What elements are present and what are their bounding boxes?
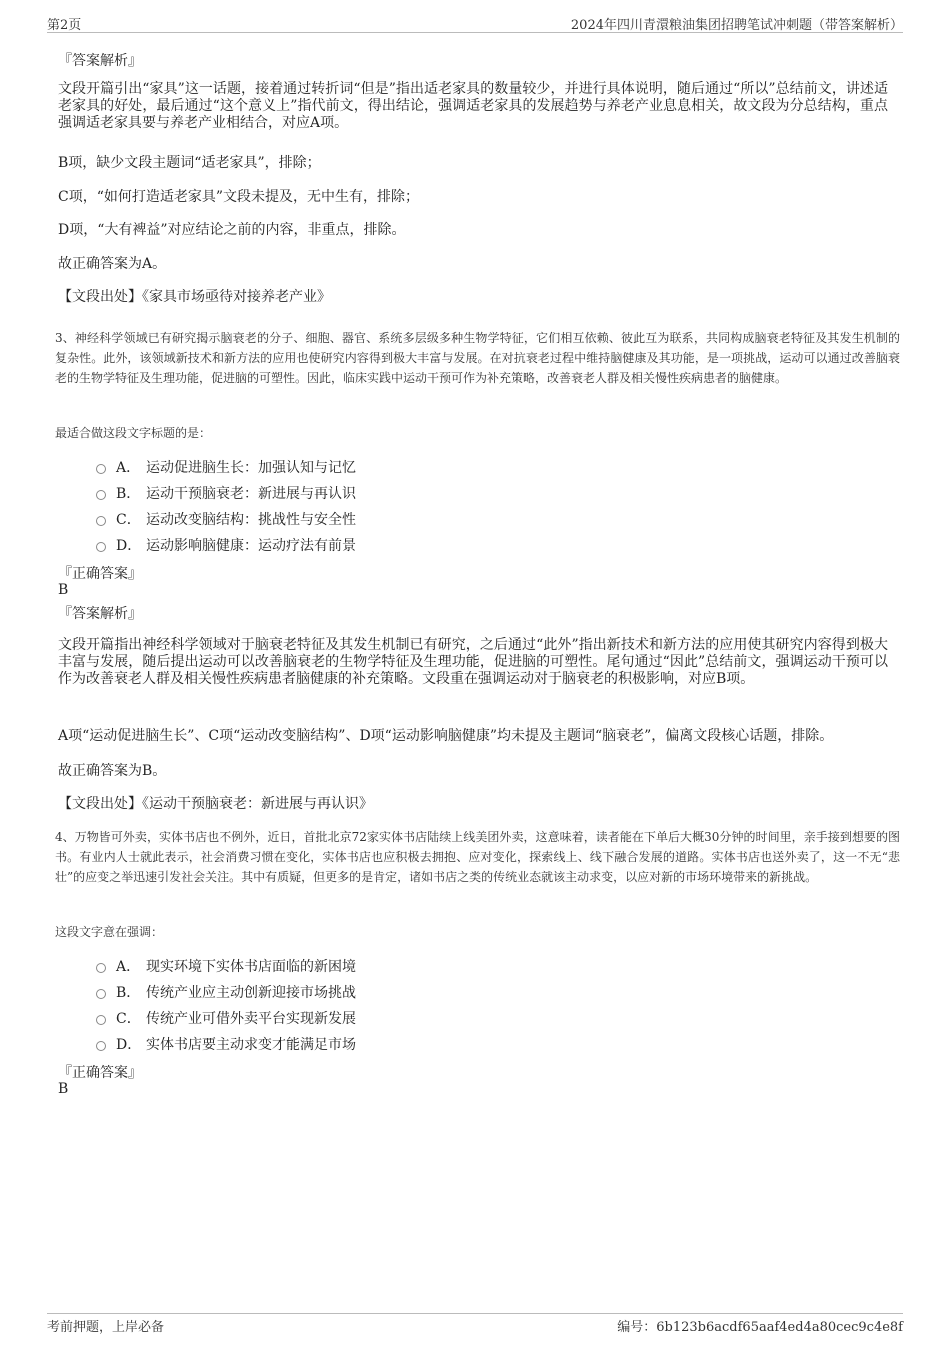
radio-icon[interactable] [96, 1015, 106, 1025]
radio-icon[interactable] [96, 989, 106, 999]
q2-option-b-note: B项，缺少文段主题词“适老家具”，排除； [58, 155, 321, 171]
q3-stem: 3、神经科学领域已有研究揭示脑衰老的分子、细胞、器官、系统多层级多种生物学特征，它们相互依赖、彼此互为联系，共同构成脑衰老特征及其发生机制的复杂性。此外，该领域新技术和新方法的应用也使研究内容得到极大丰富与发展。在对抗衰老过程中维持脑健康及其功能，是一项挑战，运动可以通过改善脑衰老的生物学特征及生理功能，促进脑的可塑性。因此，临床实践中运动干预可作为补充策略，改善衰老人群及相关慢性疾病患者的脑健康。 [55, 331, 900, 385]
page-footer [47, 1313, 903, 1334]
q2-source: 【文段出处】《家具市场亟待对接养老产业》 [58, 289, 331, 305]
document-code: 编号：6b123b6acdf65aaf4ed4a80cec9c4e8f [617, 1320, 903, 1335]
radio-icon[interactable] [96, 516, 106, 526]
page-number: 第2页 [47, 18, 82, 33]
q2-option-d-note: D项，“大有裨益”对应结论之前的内容，非重点，排除。 [58, 222, 406, 238]
q2-conclusion: 故正确答案为A。 [58, 256, 167, 272]
q4-option-b[interactable]: B． 传统产业应主动创新迎接市场挑战 [96, 979, 356, 1005]
q3-other-options-note: A项“运动促进脑生长”、C项“运动改变脑结构”、D项“运动影响脑健康”均未提及主题词“脑衰老”，偏离文段核心话题，排除。 [58, 728, 834, 744]
q4-answer: B [58, 1081, 69, 1097]
q3-prompt: 最适合做这段文字标题的是： [55, 426, 212, 440]
q3-answer: B [58, 582, 69, 598]
q3-option-a[interactable]: A． 运动促进脑生长：加强认知与记忆 [96, 454, 356, 480]
q3-option-c[interactable]: C． 运动改变脑结构：挑战性与安全性 [96, 506, 356, 532]
q2-analysis-label: 『答案解析』 [58, 53, 142, 69]
radio-icon[interactable] [96, 464, 106, 474]
footer-slogan: 考前押题，上岸必备 [47, 1320, 165, 1335]
q3-source: 【文段出处】《运动干预脑衰老：新进展与再认识》 [58, 796, 373, 812]
q4-stem: 4、万物皆可外卖，实体书店也不例外，近日，首批北京72家实体书店陆续上线美团外卖，这意味着，读者能在下单后大概30分钟的时间里，亲手接到想要的图书。有业内人士就此表示，社会消费习惯在变化，实体书店也应积极去拥抱、应对变化，探索线上、线下融合发展的道路。实体书店也送外卖了，这一不无“悲壮”的应变之举迅速引发社会关注。其中有质疑，但更多的是肯定，诸如书店之类的传统业态就该主动求变，以应对新的市场环境带来的新挑战。 [55, 830, 900, 884]
document-title: 2024年四川青澴粮油集团招聘笔试冲刺题（带答案解析） [570, 18, 903, 33]
q4-prompt: 这段文字意在强调： [55, 925, 164, 939]
radio-icon[interactable] [96, 542, 106, 552]
q3-option-d[interactable]: D． 运动影响脑健康：运动疗法有前景 [96, 532, 356, 558]
q4-options [96, 953, 356, 1057]
page-header [47, 12, 903, 33]
q3-option-b[interactable]: B． 运动干预脑衰老：新进展与再认识 [96, 480, 356, 506]
q4-option-d[interactable]: D． 实体书店要主动求变才能满足市场 [96, 1031, 356, 1057]
q3-analysis-label: 『答案解析』 [58, 606, 142, 622]
radio-icon[interactable] [96, 1041, 106, 1051]
q2-analysis: 文段开篇引出“家具”这一话题，接着通过转折词“但是”指出适老家具的数量较少，并进行具体说明，随后通过“所以”总结前文，讲述适老家具的好处，最后通过“这个意义上”指代前文，得出结论，强调适老家具的发展趋势与养老产业息息相关，故文段为分总结构，重点强调适老家具要与养老产业相结合，对应A项。 [58, 81, 888, 131]
q4-option-c[interactable]: C． 传统产业可借外卖平台实现新发展 [96, 1005, 356, 1031]
q3-options [96, 454, 356, 558]
radio-icon[interactable] [96, 490, 106, 500]
q3-analysis: 文段开篇指出神经科学领域对于脑衰老特征及其发生机制已有研究，之后通过“此外”指出新技术和新方法的应用使其研究内容得到极大丰富与发展，随后提出运动可以改善脑衰老的生物学特征及生理功能，促进脑的可塑性。尾句通过“因此”总结前文，强调运动干预可以作为改善衰老人群及相关慢性疾病患者脑健康的补充策略。文段重在强调运动对于脑衰老的积极影响，对应B项。 [58, 637, 888, 687]
q4-option-a[interactable]: A． 现实环境下实体书店面临的新困境 [96, 953, 356, 979]
q3-conclusion: 故正确答案为B。 [58, 763, 167, 779]
q4-answer-label: 『正确答案』 [58, 1065, 142, 1081]
q3-answer-label: 『正确答案』 [58, 566, 142, 582]
radio-icon[interactable] [96, 963, 106, 973]
q2-option-c-note: C项，“如何打造适老家具”文段未提及，无中生有，排除； [58, 189, 420, 205]
